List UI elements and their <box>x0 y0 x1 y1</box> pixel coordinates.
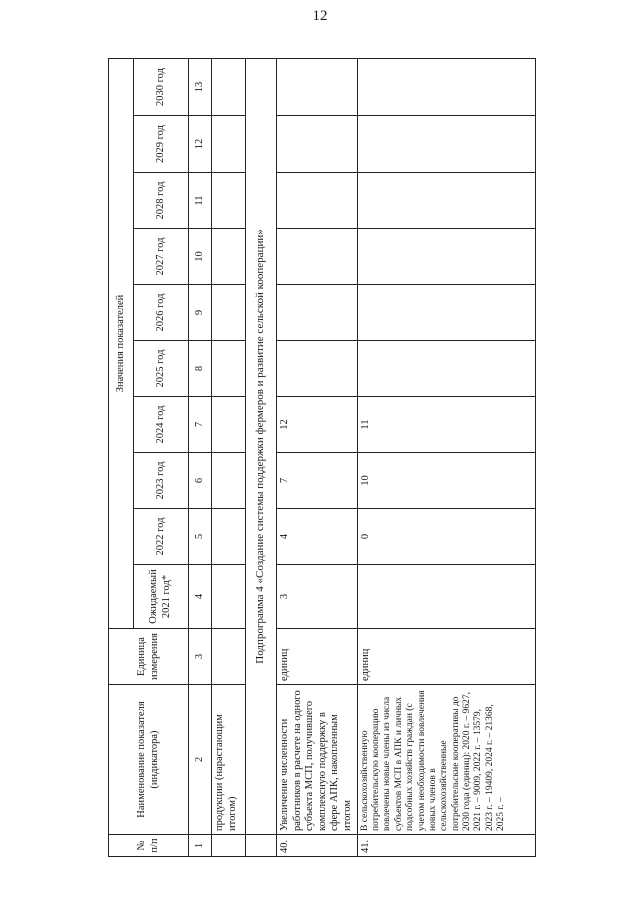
rotated-table-container <box>108 59 536 857</box>
header-year-2027: 2027 год <box>134 229 189 285</box>
row-value <box>357 59 535 116</box>
row-value <box>277 116 358 173</box>
column-number: 3 <box>189 629 212 685</box>
row-value: 12 <box>277 397 358 453</box>
header-year-2030: 2030 год <box>134 59 189 116</box>
row-value <box>357 173 535 229</box>
row-value: 11 <box>357 397 535 453</box>
row-name: Увеличение численности работников в расчете на одного субъекта МСП, получившего комплексную поддержку в сфере АПК, накопленным итогом <box>277 685 358 835</box>
row-value <box>357 229 535 285</box>
row-unit: единиц <box>277 629 358 685</box>
indicators-table <box>108 58 536 857</box>
row-value <box>277 173 358 229</box>
row-value <box>277 229 358 285</box>
column-number: 8 <box>189 341 212 397</box>
column-number: 10 <box>189 229 212 285</box>
column-number: 13 <box>189 59 212 116</box>
header-year-2029: 2029 год <box>134 116 189 173</box>
row-value <box>357 116 535 173</box>
column-number: 12 <box>189 116 212 173</box>
page-number: 12 <box>312 8 328 24</box>
header-no: № п/п <box>109 835 189 857</box>
continuation-row <box>212 59 246 857</box>
table-row <box>277 59 358 857</box>
row-name: В сельскохозяйственную потребительскую кооперацию вовлечены новые члены из числа субъектов МСП в АПК и личных подсобных хозяйств граждан (с учетом необходимости вовлечения новых членов в сельскохозяйственные потребительские кооперативы до 2030 года (единиц): 2020 г. – 9627, 2021 г. – 9009, 2022 г. – 13579, 2023 г. – 19409, 2024 г. – 21368, 2025 г. – <box>357 685 535 835</box>
row-value: 10 <box>357 453 535 509</box>
column-number: 6 <box>189 453 212 509</box>
header-year-2024: 2024 год <box>134 397 189 453</box>
row-number: 40. <box>277 835 358 857</box>
header-row-1 <box>109 59 134 857</box>
header-values-group: Значения показателей <box>109 59 134 629</box>
row-value: 3 <box>277 565 358 629</box>
row-value <box>357 285 535 341</box>
column-number: 11 <box>189 173 212 229</box>
subprogram-title: Подпрограмма 4 «Создание системы поддержки фермеров и развитие сельской кооперации» <box>246 59 277 835</box>
header-year-2025: 2025 год <box>134 341 189 397</box>
row-value <box>357 341 535 397</box>
continuation-name: продукции (нарастающим итогом) <box>212 685 246 835</box>
header-expected: Ожидаемый 2021 год* <box>134 565 189 629</box>
column-number: 4 <box>189 565 212 629</box>
row-value: 0 <box>357 509 535 565</box>
row-value <box>277 341 358 397</box>
row-number: 41. <box>357 835 535 857</box>
column-number: 5 <box>189 509 212 565</box>
header-year-2026: 2026 год <box>134 285 189 341</box>
table-row <box>357 59 535 857</box>
column-number-row <box>189 59 212 857</box>
row-value: 7 <box>277 453 358 509</box>
column-number: 1 <box>189 835 212 857</box>
subprogram-row <box>246 59 277 857</box>
row-unit: единиц <box>357 629 535 685</box>
header-year-2023: 2023 год <box>134 453 189 509</box>
row-value <box>357 565 535 629</box>
header-unit: Единица измерения <box>109 629 189 685</box>
row-value <box>277 285 358 341</box>
header-year-2022: 2022 год <box>134 509 189 565</box>
row-value <box>277 59 358 116</box>
column-number: 2 <box>189 685 212 835</box>
header-name: Наименование показателя (индикатора) <box>109 685 189 835</box>
column-number: 7 <box>189 397 212 453</box>
column-number: 9 <box>189 285 212 341</box>
header-year-2028: 2028 год <box>134 173 189 229</box>
row-value: 4 <box>277 509 358 565</box>
